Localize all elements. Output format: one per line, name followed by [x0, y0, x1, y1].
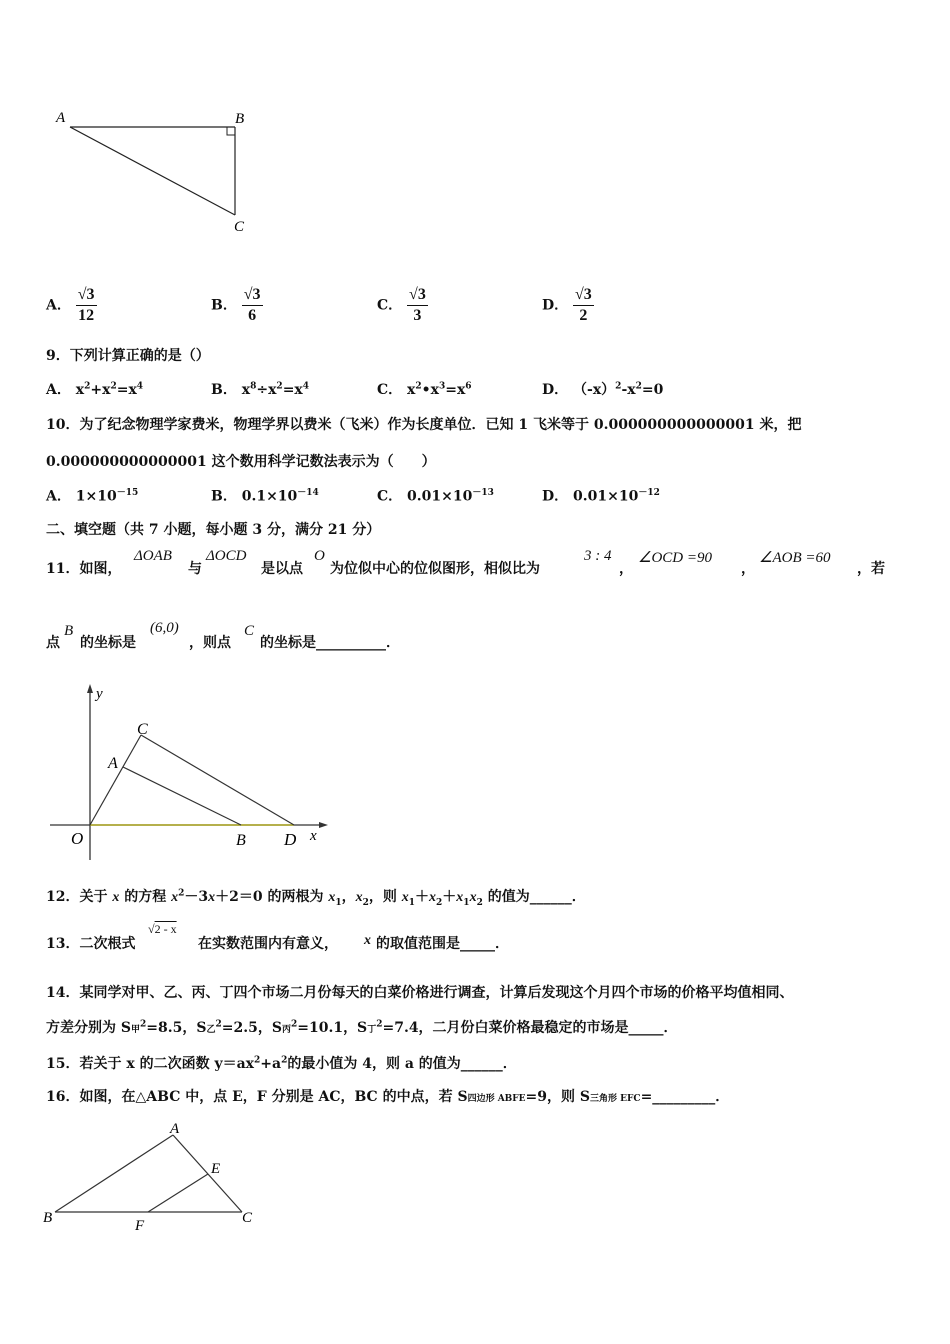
option-label: D．	[542, 297, 569, 314]
figure-q11-coordinate	[44, 680, 344, 865]
label-E: E	[211, 1161, 221, 1177]
label-A: A	[170, 1121, 180, 1137]
q8-options	[46, 262, 906, 322]
label-B: B	[235, 111, 245, 127]
q10-line1: 10．为了纪念物理学家费米，物理学界以费米（飞米）作为长度单位．已知 1 飞米等于 0.000000000000001 米，把	[46, 417, 802, 433]
label-D: D	[284, 830, 297, 849]
q8-option-b[interactable]	[211, 286, 263, 325]
option-label: C．	[377, 297, 403, 314]
q10-options	[46, 485, 906, 507]
q14-line2: 方差分别为 S甲$^2$=8.5，S乙$^2$=2.5，S丙$^2$=10.1，S丁$^2$=7.4，二月份白菜价格最稳定的市场是_____．	[46, 1019, 678, 1036]
fraction: $\frac{√3}{6}$	[243, 286, 261, 324]
figure-q8-triangle	[50, 105, 270, 240]
section-2-heading: 二、填空题（共 7 小题，每小题 3 分，满分 21 分）	[46, 522, 381, 538]
q9-stem: 9．下列计算正确的是（）	[46, 348, 210, 364]
fraction: $\frac{√3}{3}$	[409, 286, 426, 324]
q10-option-d[interactable]: D． $0.01\times 10^{-12}$	[542, 488, 660, 505]
fraction: $\frac{√3}{2}$	[575, 286, 592, 324]
q15: 15．若关于 x 的二次函数 $y=ax^2+a^2$的最小值为 4，则 a 的值为______．	[46, 1055, 517, 1072]
label-C: C	[242, 1210, 253, 1226]
label-F: F	[135, 1218, 145, 1234]
label-O: O	[71, 829, 84, 848]
q8-option-d[interactable]	[542, 286, 594, 325]
label-y: y	[96, 686, 103, 702]
label-A: A	[108, 755, 118, 772]
q10-option-b[interactable]: B． $0.1\times 10^{-14}$	[211, 488, 319, 505]
q10-option-a[interactable]: A． $1\times 10^{-15}$	[46, 488, 139, 505]
q9-option-d[interactable]: D． $(-x)^2-x^2=0$	[542, 381, 664, 398]
label-C: C	[137, 721, 148, 738]
q13: 13．二次根式 √2 - x 在实数范围内有意义， x 的取值范围是_____．	[46, 922, 509, 952]
q11-line1: 11．如图， ΔOAB 与 ΔOCD 是以点 O 为位似中心的位似图形，相似比为 3 : 4 ， ∠OCD =90 ， ∠AOB =60 ，若	[46, 548, 885, 577]
fraction: $\frac{√3}{12}$	[77, 286, 95, 324]
q14-line1: 14．某同学对甲、乙、丙、丁四个市场二月份每天的白菜价格进行调查，计算后发现这个月四个市场的价格平均值相同、	[46, 985, 794, 1001]
radical-expression: √2 - x	[148, 922, 177, 936]
label-C: C	[234, 219, 245, 235]
label-B: B	[43, 1210, 53, 1226]
q8-option-a[interactable]	[46, 286, 97, 325]
q12: 12．关于 x 的方程 $x^2-3x+2=0$ 的两根为 $x_1$，$x_2$，则 $x_1+x_2+x_1x_2$ 的值为______．	[46, 888, 586, 908]
q10-option-c[interactable]: C． $0.01\times 10^{-13}$	[377, 488, 494, 505]
q16: 16．如图，在△ABC 中，点 E，F 分别是 AC，BC 的中点，若 S四边形 ABFE=9，则 S三角形 EFC=_________．	[46, 1089, 730, 1105]
q9-options	[46, 379, 906, 401]
label-A: A	[56, 110, 66, 126]
option-label: A．	[46, 297, 71, 314]
option-label: B．	[211, 297, 237, 314]
label-x: x	[310, 828, 317, 844]
q11-line2: 点 B 的坐标是 (6,0) ，则点 C 的坐标是__________．	[46, 620, 400, 651]
q10-line2: 0.000000000000001 这个数用科学记数法表示为（ ）	[46, 454, 436, 470]
q9-option-b[interactable]: B． $x^8\div x^2=x^4$	[211, 381, 310, 398]
figure-q16-triangle	[40, 1118, 280, 1238]
label-B: B	[236, 832, 246, 849]
q8-option-c[interactable]	[377, 286, 428, 325]
q9-option-c[interactable]: C． $x^2•x^3=x^6$	[377, 381, 472, 398]
q9-option-a[interactable]: A． $x^2+x^2=x^4$	[46, 381, 144, 398]
